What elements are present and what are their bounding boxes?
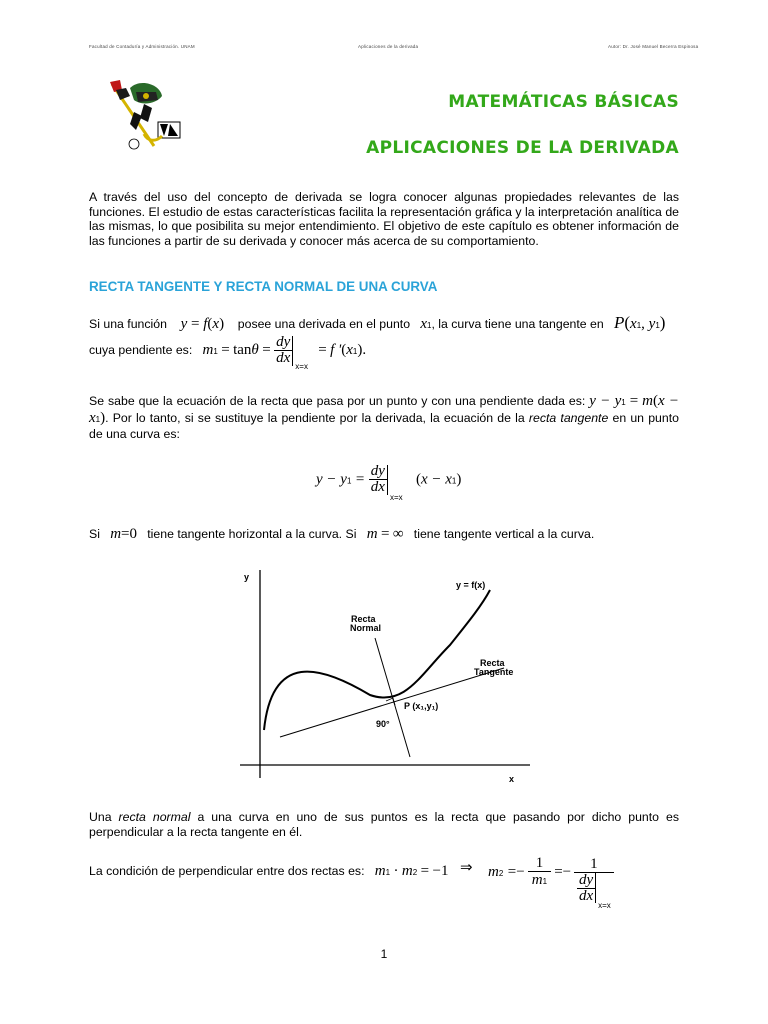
y-axis-label: y [244,572,250,582]
page-number: 1 [380,947,388,961]
header-center: Aplicaciones de la derivada [358,44,419,49]
perpendicular-line: La condición de perpendicular entre dos rectas es: m1 · m2 = −1 [89,863,449,879]
vertical-horizontal-line: Si m=0 tiene tangente horizontal a la curva. Si m = ∞ tiene tangente vertical a la curva. [89,526,595,542]
curve [264,590,490,730]
section-heading: RECTA TANGENTE Y RECTA NORMAL DE UNA CURVA [89,279,438,294]
normal-label-1: Recta [351,614,376,624]
tangent-normal-figure [230,560,530,790]
intro-paragraph: A través del uso del concepto de derivada se logra conocer algunas propiedades relevantes de las funciones. El estudio de estas características facilita la representación gráfica y la interpretación analítica de las mismas, lo que posibilita su mejor entendimiento. El objetivo de este capítulo es obtener información de las funciones a partir de su derivada y conocer más acerca de su comportamiento. [89,190,679,248]
angle-label: 90° [376,719,390,729]
tangent-paragraph: Se sabe que la ecuación de la recta que pasa por un punto y con una pendiente dada es: y − y1 = m(x − x1). Por lo tanto, si se sustituye la pendiente por la derivada, la ecuación de la recta tangente en un punto de una curva es: [89,393,680,442]
header-left: Facultad de Contaduría y Administración. UNAM [89,44,195,49]
x-axis-label: x [509,774,515,784]
definition-line: Si una función y = f(x) posee una derivada en el punto x1, la curva tiene una tangente en P(x1, y1) [89,313,666,332]
normal-paragraph: Una recta normal a una curva en uno de sus puntos es la recta que pasando por dicho punto es perpendicular a la recta tangente en él. [89,810,679,839]
tangent-label-2: Tangente [474,667,514,677]
tangent-line [280,668,504,737]
normal-label-2: Normal [350,623,382,633]
tangent-label-1: Recta [480,658,505,668]
tangent-equation: y − y1 = $\frac{dy}{dx}$ $_{x=x}$ (x − x1) [316,463,462,502]
slope-line: cuya pendiente es: m1 = tanθ = $\frac{dy}{dx}$ $_{x=x}$ = f '(x1). [89,334,367,371]
chapter-title: APLICACIONES DE LA DERIVADA [366,138,679,158]
curve-label: y = f(x) [456,580,486,590]
implies-arrow: ⇒ [460,860,473,876]
point-label: P (x₁,y₁) [404,701,439,711]
header-right: Autor: Dr. José Manuel Becerra Espinosa [608,44,699,49]
faculty-logo [104,78,182,158]
course-title: MATEMÁTICAS BÁSICAS [448,92,679,112]
normal-slope-formula: m2 =− $\frac{1}{m1}$ =− 1 $\frac{dy}{dx}$ $_{x=x}$ [488,856,614,904]
